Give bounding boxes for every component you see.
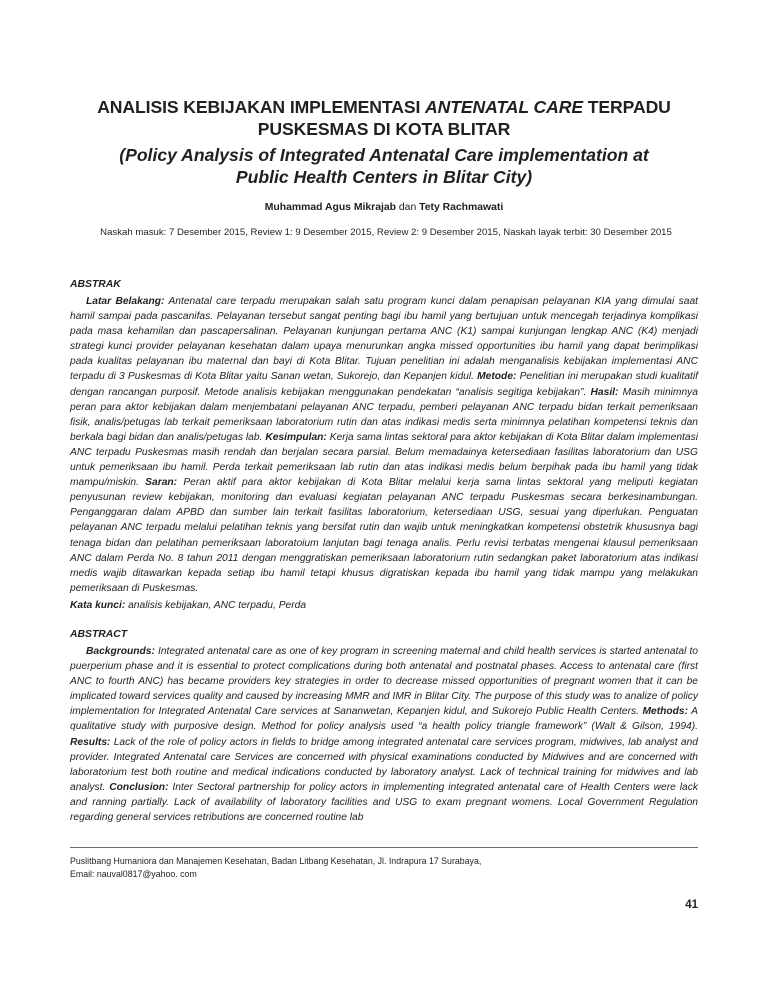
keywords-label: Kata kunci: <box>70 600 126 611</box>
email: Email: nauval0817@yahoo. com <box>70 869 197 879</box>
saran-text: Peran aktif para aktor kebijakan di Kota Blitar melalui kerja sama lintas sektoral yang meliputi kegiatan penyusunan review kebijakan, monitoring dan evaluasi kegiatan pelayanan ANC terpadu Puskesmas secara berkesinambungan. Penganggaran dalam APBD dan sumber lain terkait fasilitas laboratorium, ketersediaan USG, sesuai yang diperlukan. Penguatan pelayanan ANC terpadu melalui pelatihan teknis yang bersifat rutin dan wajib untuk meningkatkan kompetensi obstetrik khususnya bagi tenaga bidan dan pelatihan pemeriksaan laboratoium lanjutan bagi tenaga analis. Perlu revisi terbatas mengenai klausul pemeriksaan ANC dalam Perda No. 8 tahun 2011 dengan menggratiskan pemeriksaan laboratorium rutin sedangkan paket laboratorium atas indikasi medis wajib ditawarkan kepada setiap ibu hamil tetapi khusus digratiskan kepada ibu hamil yang tidak mampu yang melakukan pemeriksaan di Puskesmas. <box>70 477 698 594</box>
subtitle-line1: (Policy Analysis of Integrated Antenatal Care implementation at <box>119 145 649 165</box>
abstract-paragraph <box>70 644 698 825</box>
abstrak-heading: ABSTRAK <box>70 279 121 290</box>
results-label: Results: <box>70 736 111 748</box>
author-2: Tety Rachmawati <box>419 202 504 213</box>
affiliation: Puslitbang Humaniora dan Manajemen Kesehatan, Badan Litbang Kesehatan, Jl. Indrapura 17 Surabaya, <box>70 856 482 866</box>
methods-text: A qualitative study with purposive design. Method for policy analysis used “a health policy triangle framework” (Walt & Gilson, 1994). <box>70 706 698 733</box>
title-part1: ANALISIS KEBIJAKAN IMPLEMENTASI <box>97 97 426 117</box>
subtitle-line2: Public Health Centers in Blitar City) <box>235 167 533 187</box>
paper-title <box>60 96 708 140</box>
abstract-body <box>70 644 698 825</box>
keywords <box>70 599 306 612</box>
abstrak-body <box>70 294 698 596</box>
title-part2: TERPADU <box>582 97 671 117</box>
footnote <box>70 855 481 881</box>
latar-label: Latar Belakang: <box>86 296 165 307</box>
conclusion-text: Inter Sectoral partnership for policy actors in implementing integrated antenatal care of Health Centers were lack and ranning partially. Lack of availability of laboratory facilities and USG to exam pregnant womens. Local Government Regulation regarding general services retributions are concerned routine lab <box>70 781 698 824</box>
metode-label: Metode: <box>477 371 517 383</box>
backgrounds-text: Integrated antenatal care as one of key program in screening maternal and child health services is started antenatal to puerperium phase and it is essential to protect complications during both antenatal and postnatal phases. Access to antenatal care (first ANC to fourth ANC) has became providers key strategies in order to decrease missed opportunities of pregnant women that it can be implicated toward services quality and caused by increasing MMR and IMR in Blitar City. The purpose of this study was to analize of policy implementation for Integrated Antenatal Care services at Sananwetan, Kepanjen kidul, and Sukorejo Public Health Centers. <box>70 646 698 718</box>
backgrounds-label: Backgrounds: <box>86 646 155 657</box>
footnote-divider <box>70 847 698 848</box>
page-number: 41 <box>685 899 698 911</box>
metode-text: Penelitian ini merupakan studi kualitatif dengan rancangan purposif. Metode analisis kebijakan menggunakan pendekatan “analisis segitiga kebijakan”. <box>70 371 699 398</box>
kesimpulan-label: Kesimpulan: <box>265 431 327 443</box>
title-line2: PUSKESMAS DI KOTA BLITAR <box>257 119 511 139</box>
latar-text: Antenatal care terpadu merupakan salah satu program kunci dalam penapisan pelayanan KIA yang dimulai saat hamil sampai pada pascanifas. Pelayanan tersebut sangat penting bagi ibu hamil yang bertujuan untuk mencegah terjadinya komplikasi pada masa kehamilan dan pascapersalinan. Pelayanan kunjungan pertama ANC (K1) sampai kunjungan lengkap ANC (K4) menjadi strategi kunci provider pelayanan kesehatan dalam upaya menurunkan angka missed opportunities ibu hamil yang dapat berimplikasi pada kualitas pelayanan ibu maternal dan bayi di Kota Blitar. Tujuan penelitian ini adalah menganalisis kebijakan implementasi ANC terpadu di 3 Puskesmas di Kota Blitar yaitu Sanan wetan, Sukorejo, dan Kepanjen kidul. <box>70 296 698 383</box>
authors <box>60 201 708 214</box>
results-text: Lack of the role of policy actors in fields to bridge among integrated antenatal care services program, midwives, lab analyst and provider. Integrated Antenatal care Services are concerned with physical examinations conducted by Midwives and are concerned with laboratorium test both routine and medical indications conducted by laboratory analyst. Lack of technical training for midwives and lab analyst. <box>70 736 698 793</box>
submission-dates: Naskah masuk: 7 Desember 2015, Review 1: 9 Desember 2015, Review 2: 9 Desember 2015, Naskah layak terbit: 30 Desember 2015 <box>100 227 672 238</box>
methods-label: Methods: <box>642 706 689 718</box>
title-italic: ANTENATAL CARE <box>425 97 583 117</box>
abstract-heading: ABSTRACT <box>70 629 128 640</box>
kesimpulan-text: Kerja sama lintas sektoral para aktor kebijakan di Kota Blitar dalam implementasi ANC terpadu Puskesmas masih rendah dan berjalan secara parsial. Belum memadainya ketersediaan fasilitas laboratorium dan USG untuk pemeriksaan ibu hamil. Perda terkait pemeriksaan lab rutin dan atas indikasi medis belum berpihak pada ibu hamil yang tidak mampu/miskin. <box>70 431 698 489</box>
abstrak-paragraph <box>70 294 698 596</box>
hasil-label: Hasil: <box>590 386 619 398</box>
saran-label: Saran: <box>145 477 178 489</box>
keywords-text: analisis kebijakan, ANC terpadu, Perda <box>125 600 307 611</box>
author-connector: dan <box>396 202 420 213</box>
hasil-text: Masih minimnya peran para aktor kebijakan dalam menjembatani pelayanan ANC terpadu, pemberi pelayanan ANC terpadu bidan terkait pemeriksaan fisik, analis/petugas lab terkait pemeriksaan laboratorium rutin dan atas indikasi medis serta minimnya pelatihan kompetensi teknis dan berkala bagi bidan dan analis/petugas lab. <box>70 386 698 443</box>
author-1: Muhammad Agus Mikrajab <box>264 202 396 213</box>
conclusion-label: Conclusion: <box>109 781 169 793</box>
paper-subtitle <box>60 144 708 188</box>
